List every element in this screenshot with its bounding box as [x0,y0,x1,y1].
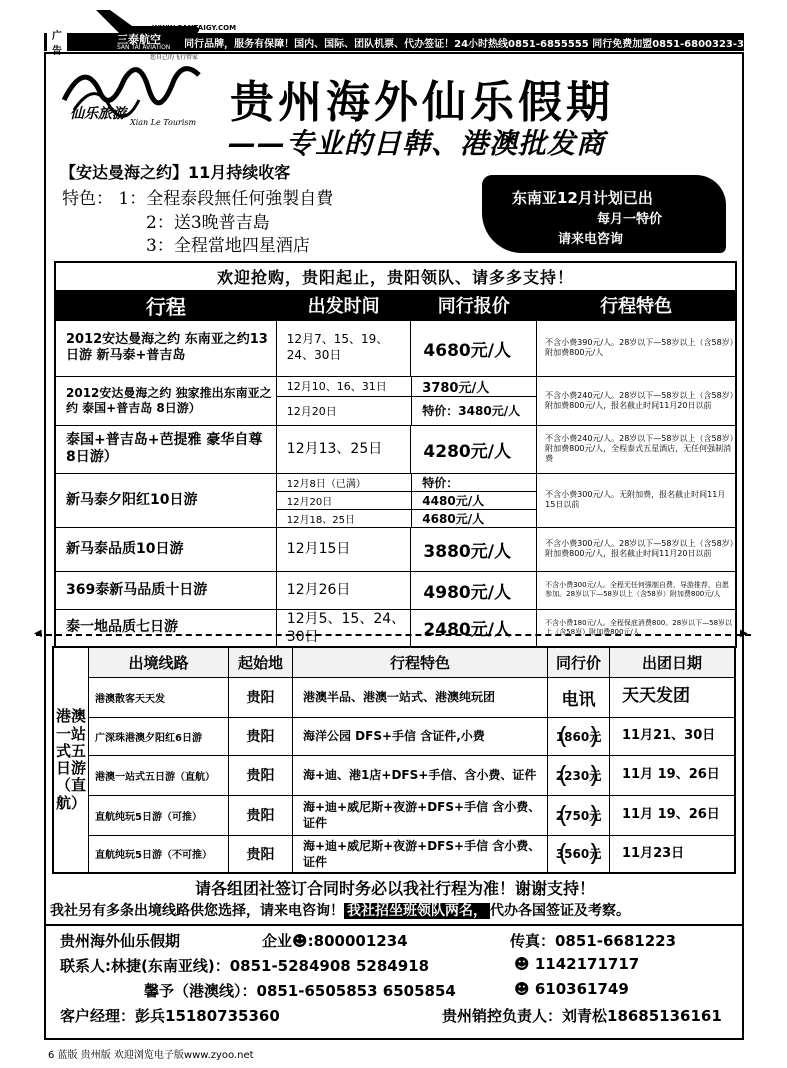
note-contract: 请各组团社签订合同时务必以我社行程为准！谢谢支持！ [194,879,595,898]
tour-price: 特价： [412,474,536,492]
tour-feature: 不含小费240元/人。28岁以下—58岁以上（含58岁）附加费800元/人，全程泰式五星酒店，无任何强制消费 [537,425,736,473]
feature-3: 3：全程當地四星酒店 [146,236,310,256]
ad-brand-cn: 三泰航空 [117,32,161,46]
route-itin: 海+迪+威尼斯+夜游+DFS+手信 含小费、证件 [293,835,548,873]
ad-brand-en: SAN TAI AVIATION [117,43,171,51]
route-itin: 海+迪、港1店+DFS+手信、含小费、证件 [293,755,548,795]
col-header-route: 出境线路 [89,647,229,677]
contact-1: 联系人:林捷(东南亚线)：0851-5284908 5284918 [60,957,430,975]
tour-name: 2012安达曼海之约 东南亚之约13日游 新马泰+普吉岛 [55,320,276,376]
table-row [53,835,735,873]
qq-icon: ☻ [514,980,535,998]
tour-price: 2480元/人 [411,609,537,647]
table-row [53,717,735,755]
tour-feature: 不含小费180元/人。全程保底消费800。28岁以下—58岁以上（含58岁）附加费800元/人 [537,609,736,647]
tour-feature: 不含小费300元/人。无附加费，报名截止时间11月15日以前 [537,473,736,527]
table-row [55,571,736,609]
promo-title: 【安达曼海之约】11月持续收客 [60,163,291,182]
side-label: 港澳一站式五日游（直航） [53,647,89,873]
tour-feature: 不含小费300元/人。28岁以下—58岁以上（含58岁）附加费800元/人，报名截止时间11月20日以前 [537,527,736,571]
tour-price: 4980元/人 [411,571,537,609]
company-name: 贵州海外仙乐假期 [60,932,181,950]
route-dep: 11月 19、26日 [610,755,736,795]
table-row [55,473,736,527]
logo-en: Xian Le Tourism [130,118,197,127]
tour-name: 新马泰品质10日游 [55,527,276,571]
ad-text: 同行品牌，服务有保障！国内、国际、团队机票、代办签证！24小时热线0851-6855555 同行免费加盟0851-6800323-3 [184,38,744,50]
table-row [53,755,735,795]
route-price: 3560元 [552,843,605,864]
tour-price: 4480元/人 [412,491,536,509]
cut-line [36,634,751,636]
banner-line-3: 请来电咨询 [558,232,624,247]
tour-feature: 不含小费300元/人。全程无任何强制自费，导游推荐，自愿参加。28岁以下—58岁以上（含58岁）附加费800元/人 [537,571,736,609]
tour-name: 369泰新马品质十日游 [55,571,276,609]
promo-banner [482,175,726,253]
tour-name: 新马泰夕阳红10日游 [55,473,276,527]
tour-date: 12月7、15、19、24、30日 [276,320,411,376]
route-name: 港澳散客天天发 [89,677,229,717]
route-name: 港澳一站式五日游（直航） [89,755,229,795]
contact-2: 馨予（港澳线）：0851-6505853 6505854 [144,982,456,1000]
col-header-dep: 出团日期 [610,647,736,677]
ad-brand [117,34,178,51]
route-city: 贵阳 [229,795,293,835]
col-header-features: 行程特色 [537,290,736,320]
contact-block [44,924,744,1028]
table-row [53,677,735,717]
col-header-departure: 出发时间 [276,290,411,320]
banner-line-1: 东南亚12月计划已出 [512,189,653,207]
route-name: 直航纯玩5日游（可推） [89,795,229,835]
sales-contact: 贵州销控负责人：刘青松18685136161 [442,1007,722,1025]
qq-number: :800001234 [307,932,408,950]
tour-price: 3880元/人 [411,527,537,571]
tour-price: 特价：3480元/人 [412,397,536,425]
tour-date: 12月5、15、24、30日 [276,609,411,647]
route-city: 贵阳 [229,677,293,717]
tour-price: 3780元/人 [412,377,536,397]
xianle-logo-icon [54,60,204,140]
tour-date: 12月13、25日 [276,425,411,473]
ad-bar [44,31,744,57]
manager: 客户经理：彭兵15180735360 [60,1007,280,1025]
note-more-a: 我社另有多条出境线路供您选择，请来电咨询！ [50,903,344,919]
tour-feature: 不含小费240元/人。28岁以下—58岁以上（含58岁）附加费800元/人，报名截止时间11月20日以前 [537,376,736,425]
col-header-price: 同行价 [548,647,610,677]
table-row [55,609,736,647]
route-price: 2750元 [552,805,605,826]
note-more [50,900,630,920]
ad-tag: 广告 [47,27,67,57]
qq-label: 企业 [262,932,293,950]
route-dep: 11月21、30日 [610,717,736,755]
col-header-itin: 行程特色 [293,647,548,677]
table-row [53,795,735,835]
hk-macau-table [52,646,736,874]
tour-name: 2012安达曼海之约 独家推出东南亚之约 泰国+普吉岛 8日游） [55,376,276,425]
sea-tour-table [54,261,737,648]
tour-date: 12月20日 [286,404,337,418]
tour-date: 12月15日 [276,527,411,571]
route-price: 1860元 [552,726,605,747]
tour-name: 泰一地品质七日游 [55,609,276,647]
route-price: 电讯 [548,677,610,717]
ad-brand-url: WWW.SANTAIGY.COM [152,24,237,32]
ad-brand-slogan: 您自己的飞行管家 [150,54,199,61]
logo-text: 仙乐旅游 [70,106,126,122]
tour-price: 4280元/人 [411,425,537,473]
table-row [55,425,736,473]
tour-date: 12月18、25日 [286,514,355,526]
route-city: 贵阳 [229,755,293,795]
note-more-b: 我社招坐班领队两名， [344,903,490,919]
tour-date: 12月10、16、31日 [277,377,412,397]
tour-feature: 不含小费390元/人。28岁以下—58岁以上（含58岁）附加费800元/人 [537,320,736,376]
route-dep: 11月23日 [610,835,736,873]
col-header-price: 同行报价 [411,290,537,320]
feature-1: 特色： 1：全程泰段無任何強製自費 [62,189,334,209]
tour-price: 4680元/人 [411,320,537,376]
route-city: 贵阳 [229,835,293,873]
fax: 传真：0851-6681223 [510,932,677,950]
route-itin: 海洋公园 DFS+手信 含证件,小费 [293,717,548,755]
tour-name: 泰国+普吉岛+芭提雅 豪华自尊 8日游） [55,425,276,473]
table-row [55,527,736,571]
feature-2: 2：送3晚普吉島 [146,213,270,233]
route-price: 2230元 [552,765,605,786]
qq-1-number: 1142171717 [534,955,640,973]
qq-2-number: 610361749 [534,980,629,998]
table-row [55,320,736,376]
tour-date: 12月8日（已满） [277,474,412,492]
arrow-left-icon: ◀ [34,628,42,639]
arrow-right-icon: ▶ [740,628,748,639]
note-more-c: 代办各国签证及考察。 [490,903,630,919]
col-header-itinerary: 行程 [55,290,276,320]
tour-price: 4680元/人 [412,509,536,527]
welcome-banner: 欢迎抢购，贵阳起止，贵阳领队、请多多支持！ [55,262,736,290]
route-itin: 港澳半品、港澳一站式、港澳纯玩团 [293,677,548,717]
company-qq [262,930,408,951]
qq-1 [514,955,639,973]
qq-icon: ☻ [514,955,535,973]
route-itin: 海+迪+威尼斯+夜游+DFS+手信 含小费、证件 [293,795,548,835]
route-name: 广深珠港澳夕阳红6日游 [89,717,229,755]
banner-line-2: 每月一特价 [597,212,663,227]
route-city: 贵阳 [229,717,293,755]
table-row [55,376,736,425]
route-dep: 天天发团 [610,677,736,717]
tour-date: 12月26日 [276,571,411,609]
tour-date: 12月20日 [277,491,412,509]
route-name: 直航纯玩5日游（不可推） [89,835,229,873]
route-dep: 11月 19、26日 [610,795,736,835]
page-footer: 6 蓝版 贵州版 欢迎浏览电子版www.zyoo.net [48,1050,254,1061]
col-header-origin: 起始地 [229,647,293,677]
qq-icon: ☻ [292,932,308,950]
page-subtitle: ——专业的日韩、港澳批发商 [228,127,606,160]
page-title: 贵州海外仙乐假期 [230,77,614,128]
qq-2 [514,980,629,998]
